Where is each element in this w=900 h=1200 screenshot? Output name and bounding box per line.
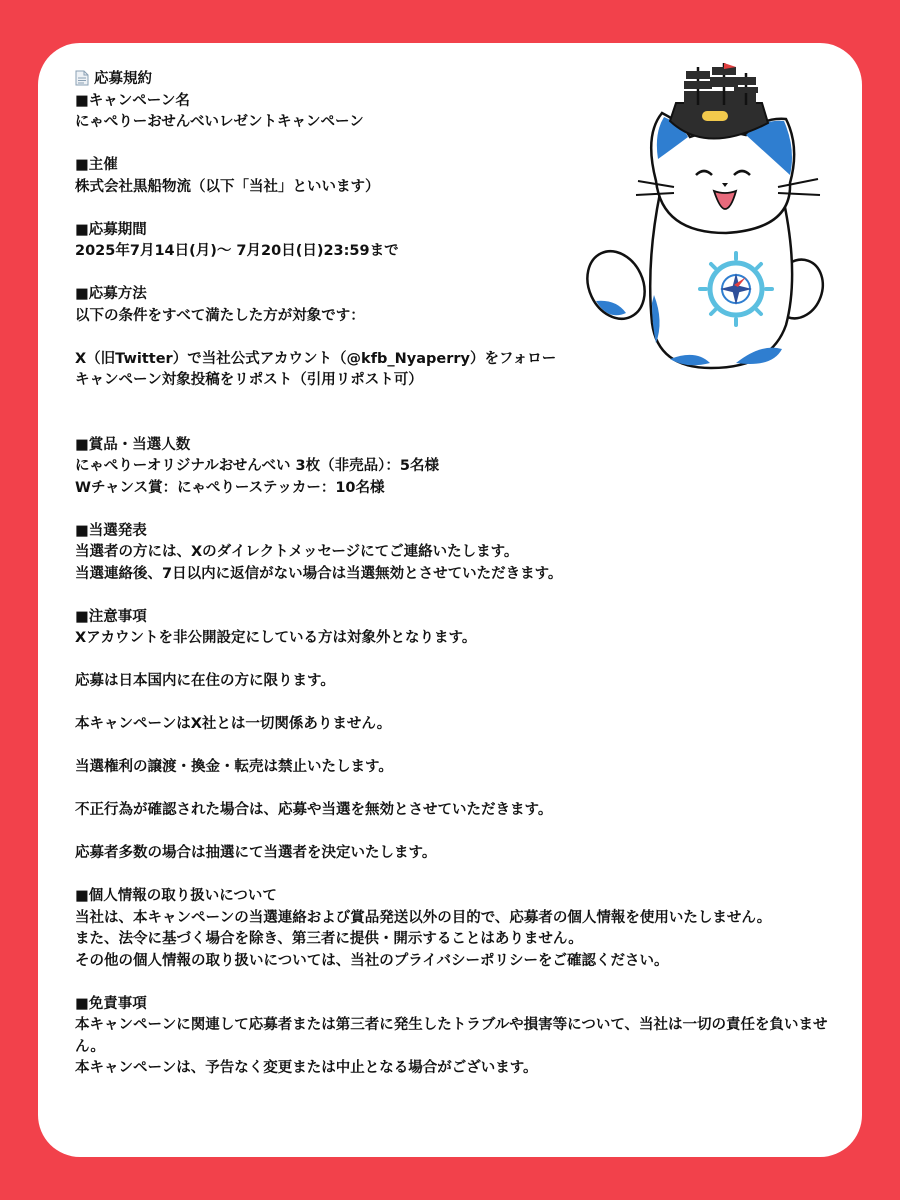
note-item: 応募者多数の場合は抽選にて当選者を決定いたします。 [75, 845, 437, 861]
method-item: キャンペーン対象投稿をリポスト（引用リポスト可） [75, 372, 423, 388]
announcement-line: 当選連絡後、7日以内に返信がない場合は当選無効とさせていただきます。 [75, 565, 563, 582]
organizer-value: 株式会社黒船物流（以下「当社」といいます） [75, 178, 380, 195]
disclaimer-line: 本キャンペーンに関連して応募者または第三者に発生したトラブルや損害等について、当社は一切の責任を負いません。 [75, 1017, 828, 1055]
note-item: Xアカウントを非公開設定にしている方は対象外となります。 [75, 630, 477, 646]
note-item: 当選権利の譲渡・換金・転売は禁止いたします。 [75, 759, 393, 775]
note-item: 本キャンペーンはX社とは一切関係ありません。 [75, 716, 392, 732]
note-item: 応募は日本国内に在住の方に限ります。 [75, 673, 335, 689]
note-item: 不正行為が確認された場合は、応募や当選を無効とさせていただきます。 [75, 802, 553, 818]
method-item: X（旧Twitter）で当社公式アカウント（@kfb_Nyaperry）をフォロー [75, 350, 557, 367]
section-heading-method: ■応募方法 [75, 286, 147, 302]
announcement-line: 当選者の方には、Xのダイレクトメッセージにてご連絡いたします。 [75, 544, 519, 560]
section-heading-period: ■応募期間 [75, 221, 147, 238]
privacy-line: その他の個人情報の取り扱いについては、当社のプライバシーポリシーをご確認ください。 [75, 952, 669, 969]
rules-content [75, 69, 835, 1080]
rules-card [38, 43, 862, 1157]
prize-item: Wチャンス賞：にゃぺりーステッカー：10名様 [75, 479, 385, 496]
document-icon [75, 70, 89, 86]
section-heading-organizer: ■主催 [75, 157, 118, 173]
campaign-name-value: にゃぺりーおせんべいレゼントキャンペーン [75, 114, 364, 130]
rules-title: 応募規約 [94, 71, 152, 87]
section-heading-announcement: ■当選発表 [75, 522, 147, 539]
rules-title-row [75, 69, 835, 91]
section-heading-disclaimer: ■免責事項 [75, 995, 147, 1012]
section-heading-privacy: ■個人情報の取り扱いについて [75, 888, 277, 904]
privacy-line: 当社は、本キャンペーンの当選連絡および賞品発送以外の目的で、応募者の個人情報を使用いたしません。 [75, 909, 772, 926]
privacy-line: また、法令に基づく場合を除き、第三者に提供・開示することはありません。 [75, 931, 583, 947]
period-value: 2025年7月14日(月)〜 7月20日(日)23:59まで [75, 243, 399, 259]
method-intro: 以下の条件をすべて満たした方が対象です： [75, 307, 365, 324]
prize-item: にゃぺりーオリジナルおせんべい 3枚（非売品）：5名様 [75, 458, 439, 474]
section-heading-notes: ■注意事項 [75, 608, 147, 625]
section-heading-campaign-name: ■キャンペーン名 [75, 92, 190, 109]
section-heading-prizes: ■賞品・当選人数 [75, 436, 191, 453]
disclaimer-line: 本キャンペーンは、予告なく変更または中止となる場合がございます。 [75, 1060, 538, 1076]
